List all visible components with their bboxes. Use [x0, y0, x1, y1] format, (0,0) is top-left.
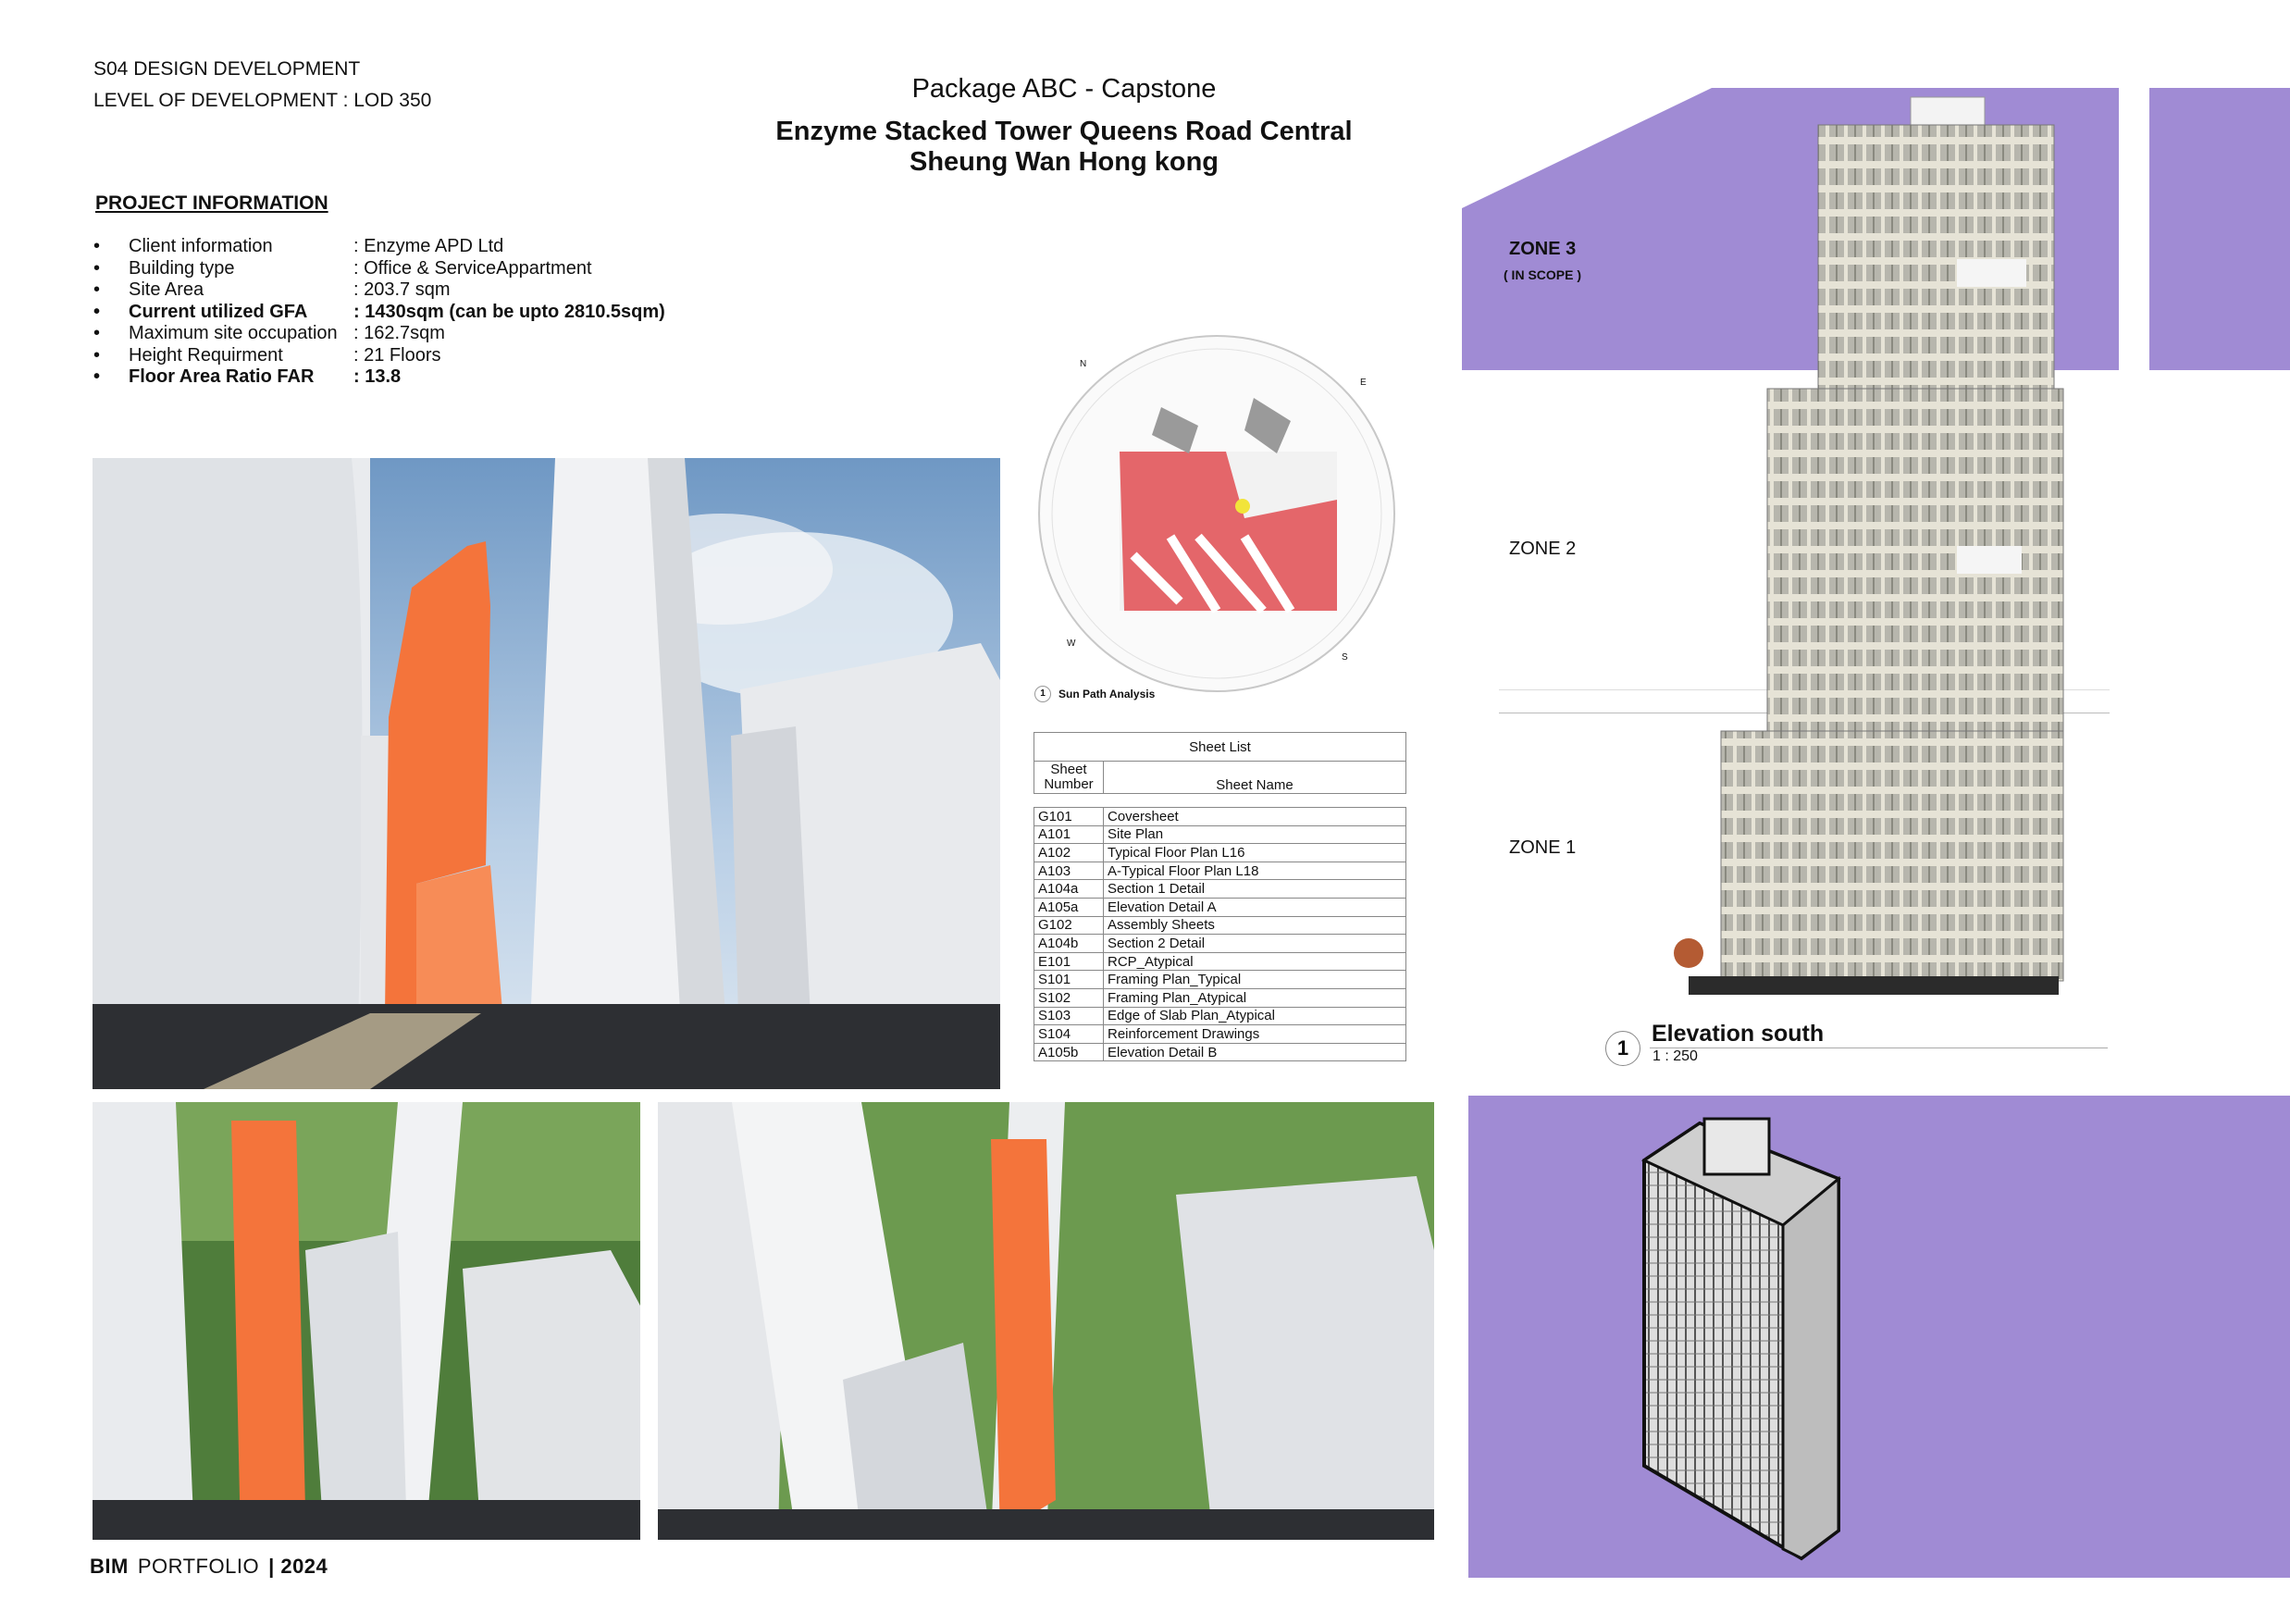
project-info-heading: PROJECT INFORMATION	[95, 192, 328, 214]
project-info-label: Client information	[129, 236, 273, 256]
elevation-scale: 1 : 250	[1653, 1048, 1698, 1064]
zone1-label: ZONE 1	[1509, 837, 1577, 858]
bullet-icon: •	[93, 323, 101, 343]
sheet-number-cell: A104b	[1034, 935, 1104, 953]
sheet-list-row	[1034, 952, 1406, 971]
project-info-row	[93, 258, 665, 280]
sheet-list-row	[1034, 988, 1406, 1007]
sheet-number-cell: A105b	[1034, 1043, 1104, 1061]
sheet-list-row	[1034, 1043, 1406, 1061]
project-info-label: Current utilized GFA	[129, 301, 308, 322]
stage-label: S04 DESIGN DEVELOPMENT	[93, 58, 361, 80]
bullet-icon: •	[93, 236, 101, 256]
sun-path-caption	[1034, 686, 1155, 702]
project-info-value: : 162.7sqm	[353, 323, 445, 343]
bullet-icon: •	[93, 257, 101, 279]
sheet-list-row	[1034, 971, 1406, 989]
project-info-row	[93, 279, 665, 302]
sheet-list-row	[1034, 808, 1406, 826]
project-info-row	[93, 323, 665, 345]
sheet-name-cell: Framing Plan_Typical	[1104, 971, 1406, 989]
elevation-view-number: 1	[1605, 1031, 1640, 1066]
footer-year: | 2024	[268, 1555, 328, 1578]
render-left-image	[93, 1102, 640, 1540]
sheet-list-row	[1034, 862, 1406, 880]
bullet-icon: •	[93, 279, 101, 300]
sheet-name-cell: Assembly Sheets	[1104, 916, 1406, 935]
project-title	[722, 117, 1406, 178]
sheet-number-cell: S103	[1034, 1007, 1104, 1025]
sheet-list-header-table	[1034, 732, 1406, 794]
sheet-number-cell: E101	[1034, 952, 1104, 971]
sheet-number-cell: S101	[1034, 971, 1104, 989]
sun-path-diagram	[1032, 333, 1402, 703]
project-info-value: : Office & ServiceAppartment	[353, 257, 592, 279]
sheet-name-header: Sheet Name	[1104, 762, 1406, 794]
project-info-label: Site Area	[129, 279, 204, 300]
project-title-line2: Sheung Wan Hong kong	[910, 147, 1219, 177]
sheet-number-cell: S102	[1034, 988, 1104, 1007]
project-info-value: : 203.7 sqm	[353, 279, 451, 300]
sheet-number-cell: A105a	[1034, 898, 1104, 916]
sheet-list-row	[1034, 825, 1406, 844]
sheet-number-cell: S104	[1034, 1025, 1104, 1044]
sheet-number-cell: A102	[1034, 844, 1104, 862]
sheet-list-row	[1034, 844, 1406, 862]
lod-label: LEVEL OF DEVELOPMENT : LOD 350	[93, 90, 432, 111]
render-right-image	[658, 1102, 1434, 1540]
package-title: Package ABC - Capstone	[911, 74, 1217, 104]
sheet-name-cell: Site Plan	[1104, 825, 1406, 844]
project-info-row	[93, 236, 665, 258]
sheet-number-cell: A101	[1034, 825, 1104, 844]
project-info-value: : 21 Floors	[353, 344, 441, 366]
project-info-label: Height Requirment	[129, 344, 283, 366]
project-info-value: : 13.8	[353, 366, 402, 387]
compass-south-label: S	[1342, 652, 1348, 663]
zone3-label: ZONE 3	[1509, 239, 1577, 259]
sheet-list-table	[1034, 732, 1406, 1061]
project-info-list	[93, 236, 665, 389]
bullet-icon: •	[93, 344, 101, 366]
sheet-name-cell: Reinforcement Drawings	[1104, 1025, 1406, 1044]
footer-portfolio: PORTFOLIO	[137, 1555, 260, 1578]
sheet-name-cell: Edge of Slab Plan_Atypical	[1104, 1007, 1406, 1025]
isometric-panel	[1468, 1096, 2290, 1578]
sheet-name-cell: Typical Floor Plan L16	[1104, 844, 1406, 862]
project-info-value: : 1430sqm (can be upto 2810.5sqm)	[353, 301, 665, 322]
sheet-name-cell: A-Typical Floor Plan L18	[1104, 862, 1406, 880]
sheet-list-row	[1034, 935, 1406, 953]
sheet-name-cell: Coversheet	[1104, 808, 1406, 826]
zone3-note: ( IN SCOPE )	[1504, 267, 1582, 282]
sheet-name-cell: Section 1 Detail	[1104, 880, 1406, 899]
compass-east-label: E	[1360, 378, 1367, 388]
project-info-value: : Enzyme APD Ltd	[353, 236, 504, 256]
zone2-label: ZONE 2	[1509, 539, 1577, 559]
sheet-list-row	[1034, 1007, 1406, 1025]
sheet-list-row	[1034, 880, 1406, 899]
sheet-number-cell: G102	[1034, 916, 1104, 935]
elevation-view-title: Elevation south	[1652, 1021, 1825, 1047]
sheet-name-cell: RCP_Atypical	[1104, 952, 1406, 971]
sun-path-caption-number: 1	[1034, 686, 1051, 702]
sheet-number-cell: G101	[1034, 808, 1104, 826]
sheet-number-cell: A104a	[1034, 880, 1104, 899]
bullet-icon: •	[93, 301, 101, 322]
sheet-list-row	[1034, 916, 1406, 935]
sheet-name-cell: Elevation Detail A	[1104, 898, 1406, 916]
sheet-number-header: Sheet Number	[1034, 762, 1104, 794]
sheet-list-title: Sheet List	[1034, 733, 1406, 762]
sheet-number-cell: A103	[1034, 862, 1104, 880]
compass-north-label: N	[1080, 359, 1087, 369]
footer-bim: BIM	[90, 1555, 129, 1578]
compass-west-label: W	[1067, 638, 1076, 649]
zone3-side-strip	[2149, 88, 2290, 370]
project-info-label: Floor Area Ratio FAR	[129, 366, 315, 387]
tower-elevation	[1605, 93, 2082, 995]
sheet-list-row	[1034, 898, 1406, 916]
project-info-label: Building type	[129, 257, 235, 279]
project-info-label: Maximum site occupation	[129, 323, 338, 343]
sun-path-caption-text: Sun Path Analysis	[1058, 688, 1156, 700]
portfolio-footer	[90, 1555, 328, 1579]
sheet-name-cell: Elevation Detail B	[1104, 1043, 1406, 1061]
project-title-line1: Enzyme Stacked Tower Queens Road Central	[775, 117, 1353, 146]
project-info-row	[93, 302, 665, 324]
project-info-row	[93, 345, 665, 367]
sheet-name-cell: Section 2 Detail	[1104, 935, 1406, 953]
sheet-name-cell: Framing Plan_Atypical	[1104, 988, 1406, 1007]
sheet-list-rows	[1034, 807, 1406, 1061]
bullet-icon: •	[93, 366, 101, 387]
project-info-row	[93, 366, 665, 389]
sheet-list-row	[1034, 1025, 1406, 1044]
main-render-image	[93, 458, 1000, 1089]
